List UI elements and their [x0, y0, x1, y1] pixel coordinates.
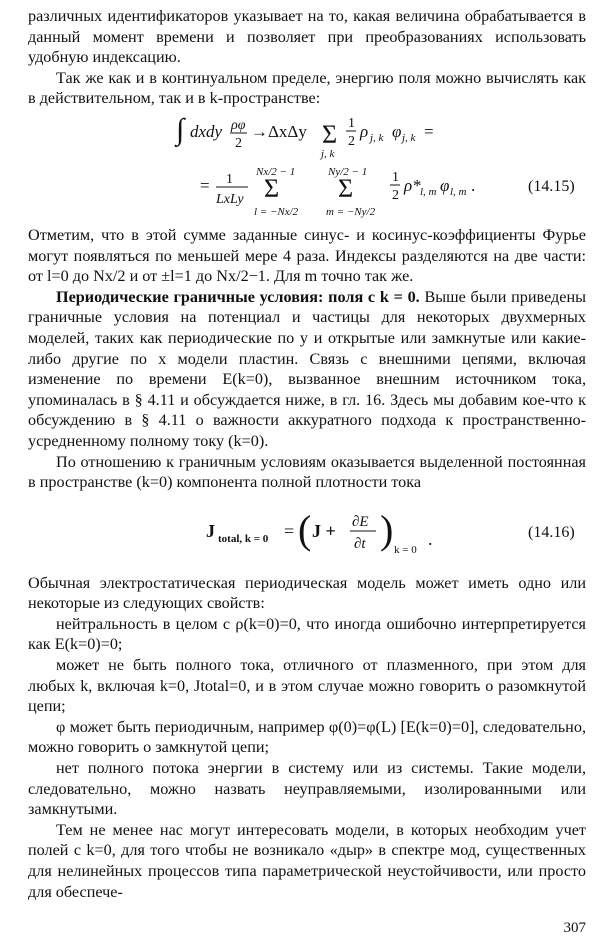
paragraph-4-text: Выше были приведены граничные условия на потенциал и частицы для некоторых двухмерных моделей, таких как периодические по y и открытые или замкнутые или какие-либо другие по x модели пластин. Связь с внешними цепями, включая изменение по времени E(k=0), вызванное внешним источником тока, упоминалась в § 4.11 и обсуждается ниже, в гл. 16. Здесь мы добавим кое-что к обсуждению в § 4.11 о важности аккуратного подхода к пространственно-усредненному полному току (k=0). — [28, 287, 587, 450]
sum-sign-3: Σ — [338, 173, 354, 203]
eq1-phi-sub: j, k — [402, 131, 416, 144]
equation-14-16 — [28, 501, 586, 567]
eq1-dxdy: dxdy — [190, 121, 223, 141]
sum-sign-1: Σ — [322, 119, 338, 149]
eq1-frac-num: ρφ — [231, 117, 246, 133]
eq1-eq1: = — [424, 121, 434, 141]
eq2-rparen: ) — [380, 506, 394, 552]
eq2-lhs-sub: total, k = 0 — [218, 532, 269, 545]
eq2-dden: ∂t — [354, 535, 366, 552]
equation-number-14-16: (14.16) — [528, 523, 575, 541]
page-body — [28, 6, 586, 902]
eq1-half-num: 1 — [348, 115, 355, 131]
equation-14-15-graphic — [28, 109, 586, 225]
equation-14-16-graphic — [28, 501, 586, 567]
equation-14-15 — [28, 109, 586, 225]
eq2-sub: k = 0 — [394, 543, 417, 556]
eq1-rho-star: ρ* — [404, 175, 421, 195]
eq1-eq2: = — [200, 175, 210, 195]
eq2-inner: J + — [312, 520, 336, 541]
sum-sign-2: Σ — [264, 173, 280, 203]
paragraph-3: Отметим, что в этой сумме заданные синус- и косинус-коэффициенты Фурье могут появляться по меньшей мере 4 раза. Индексы разделяются на две части: от l=0 до Nx/2 и от ±l=1 до Nx/2−1. Для m точно так же. — [28, 225, 586, 286]
paragraph-7: Тем не менее нас могут интересовать модели, в которых необходим учет полей с k=0, для того чтобы не возникало «дыр» в спектре мод, существенных для нелинейных процессов типа параметрической неустойчивости, или просто для обеспече- — [28, 820, 586, 901]
eq2-dot: . — [428, 528, 433, 549]
eq1-phi2: φ — [440, 175, 450, 195]
eq1-half-den: 2 — [348, 133, 355, 149]
page-number: 307 — [563, 920, 586, 936]
eq2-lparen: ( — [298, 506, 312, 552]
eq1-arrow: →ΔxΔy — [251, 121, 307, 141]
property-item-1: нейтральность в целом с ρ(k=0)=0, что иногда ошибочно интерпретируется как E(k=0)=0; — [28, 614, 586, 654]
paragraph-6: Обычная электростатическая периодическая модель может иметь одно или некоторые из следующих свойств: — [28, 573, 586, 613]
eq1-rho: ρ — [360, 121, 369, 141]
eq2-dnum: ∂E — [352, 513, 369, 530]
eq1-l-num: 1 — [226, 171, 233, 187]
property-item-2: может не быть полного тока, отличного от плазменного, при этом для любых k, включая k=0, Jtotal=0, и в этом случае можно говорить о разомкнутой цепи; — [28, 656, 586, 716]
eq1-sum-m-bot: m = −Ny/2 — [326, 205, 376, 218]
paragraph-4 — [28, 287, 586, 452]
eq2-eq: = — [284, 520, 295, 541]
eq1-rho-sub: j, k — [370, 131, 384, 144]
integral-sign: ∫ — [176, 112, 185, 146]
section-heading: Периодические граничные условия: поля с k = 0. — [56, 287, 420, 306]
property-item-4: нет полного потока энергии в систему или из системы. Такие модели, следовательно, можно назвать неуправляемыми, изолированными или замкнутыми. — [28, 759, 586, 819]
eq1-half2-num: 1 — [392, 169, 399, 185]
paragraph-1: различных идентификаторов указывает на то, какая величина обрабатывается в данный момент времени и позволяет при преобразованиях использовать удобную индексацию. — [28, 7, 586, 67]
property-item-3: φ может быть периодичным, например φ(0)=φ(L) [E(k=0)=0], следовательно, можно говорить о замкнутой цепи; — [28, 717, 586, 757]
paragraph-5: По отношению к граничным условиям оказывается выделенной постоянная в пространстве (k=0) компонента полной плотности тока — [28, 452, 586, 492]
equation-number-14-15: (14.15) — [528, 177, 575, 195]
eq1-sum-sub: j, k — [321, 147, 335, 160]
eq1-half2-den: 2 — [392, 187, 399, 203]
eq1-phi2-sub: l, m — [450, 185, 467, 198]
paragraph-2: Так же как и в континуальном пределе, энергию поля можно вычислять как в действительном, так и в k-пространстве: — [28, 68, 586, 108]
eq1-sum-l-top: Nx/2 − 1 — [256, 165, 296, 178]
eq1-sum-m-top: Ny/2 − 1 — [328, 165, 368, 178]
eq1-sum-l-bot: l = −Nx/2 — [254, 205, 299, 218]
eq1-phi: φ — [392, 121, 402, 141]
eq2-lhs: J — [206, 520, 215, 541]
eq1-frac-den: 2 — [235, 135, 242, 151]
eq1-rho-star-sub: l, m — [420, 185, 437, 198]
eq1-period: . — [471, 175, 476, 195]
eq1-l-den: LxLy — [216, 191, 244, 207]
